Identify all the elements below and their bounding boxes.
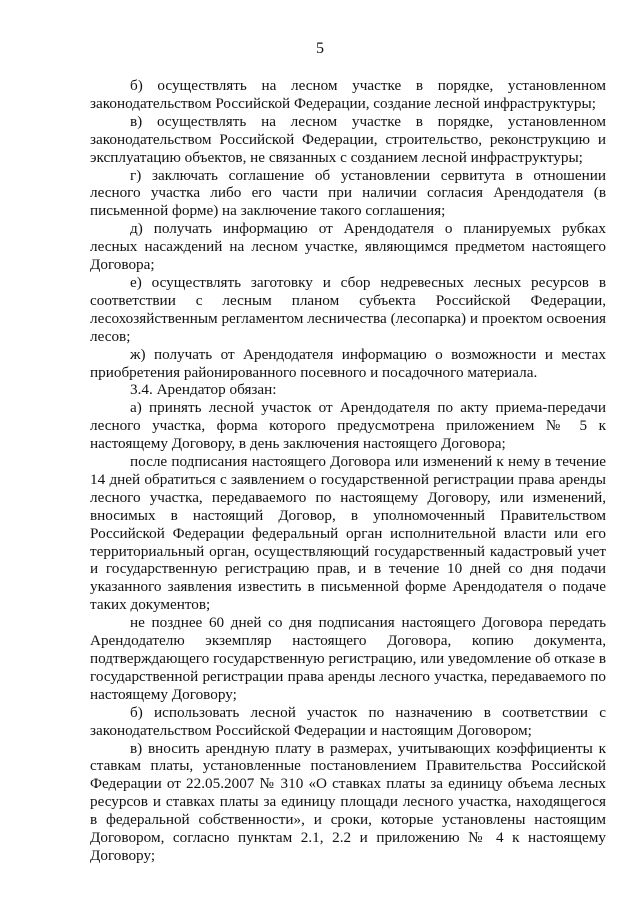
paragraph-g-servitude: г) заключать соглашение об установлении сервитута в отношении лесного участка либо его части при наличии согласия Арендодателя (в письменной форме) на заключение такого соглашения; xyxy=(90,166,606,220)
document-body xyxy=(90,77,606,865)
paragraph-transfer-copy: не позднее 60 дней со дня подписания настоящего Договора передать Арендодателю экземпляр настоящего Договора, копию документа, подтверждающего государственную регистрацию, или уведомление об отказе в государственной регистрации права аренды лесного участка, передаваемого по настоящему Договору; xyxy=(90,614,606,703)
page-number: 5 xyxy=(316,40,324,57)
paragraph-v-rent-payment: в) вносить арендную плату в размерах, учитывающих коэффициенты к ставкам платы, установленные постановлением Правительства Российской Федерации от 22.05.2007 № 310 «О ставках платы за единицу объема лесных ресурсов и ставках платы за единицу площади лесного участка, находящегося в федеральной собственности», и сроки, которые установлены настоящим Договором, согласно пунктам 2.1, 2.2 и приложению № 4 к настоящему Договору; xyxy=(90,739,606,864)
paragraph-b-infrastructure: б) осуществлять на лесном участке в порядке, установленном законодательством Российской Федерации, создание лесной инфраструктуры; xyxy=(90,77,606,112)
section-heading-3-4: 3.4. Арендатор обязан: xyxy=(130,381,277,399)
paragraph-v-construction: в) осуществлять на лесном участке в порядке, установленном законодательством Российской Федерации, строительство, реконструкцию и эксплуатацию объектов, не связанных с созданием лесной инфраструктуры; xyxy=(90,112,606,166)
paragraph-registration: после подписания настоящего Договора или изменений к нему в течение 14 дней обратиться с заявлением о государственной регистрации права аренды лесного участка, передаваемого по настоящему Договору, или изменений, вносимых в настоящий Договор, в уполномоченный Правительством Российской Федерации федеральный орган исполнительной власти или его территориальный орган, осуществляющий государственный кадастровый учет и государственную регистрацию прав, и в течение 10 дней со дня подачи указанного заявления известить в письменной форме Арендодателя о подаче таких документов; xyxy=(90,453,606,614)
paragraph-zh-seed-material: ж) получать от Арендодателя информацию о возможности и местах приобретения районированного посевного и посадочного материала. xyxy=(90,345,606,381)
paragraph-e-non-timber-resources: е) осуществлять заготовку и сбор недревесных лесных ресурсов в соответствии с лесным планом субъекта Российской Федерации, лесохозяйственным регламентом лесничества (лесопарка) и проектом освоения лесов; xyxy=(90,273,606,345)
paragraph-b-use-plot: б) использовать лесной участок по назначению в соответствии с законодательством Российской Федерации и настоящим Договором; xyxy=(90,703,606,739)
paragraph-a-accept-plot: а) принять лесной участок от Арендодателя по акту приема-передачи лесного участка, форма которого предусмотрена приложением № 5 к настоящему Договору, в день заключения настоящего Договора; xyxy=(90,399,606,453)
paragraph-d-information: д) получать информацию от Арендодателя о планируемых рубках лесных насаждений на лесном участке, являющимся предметом настоящего Договора; xyxy=(90,220,606,274)
